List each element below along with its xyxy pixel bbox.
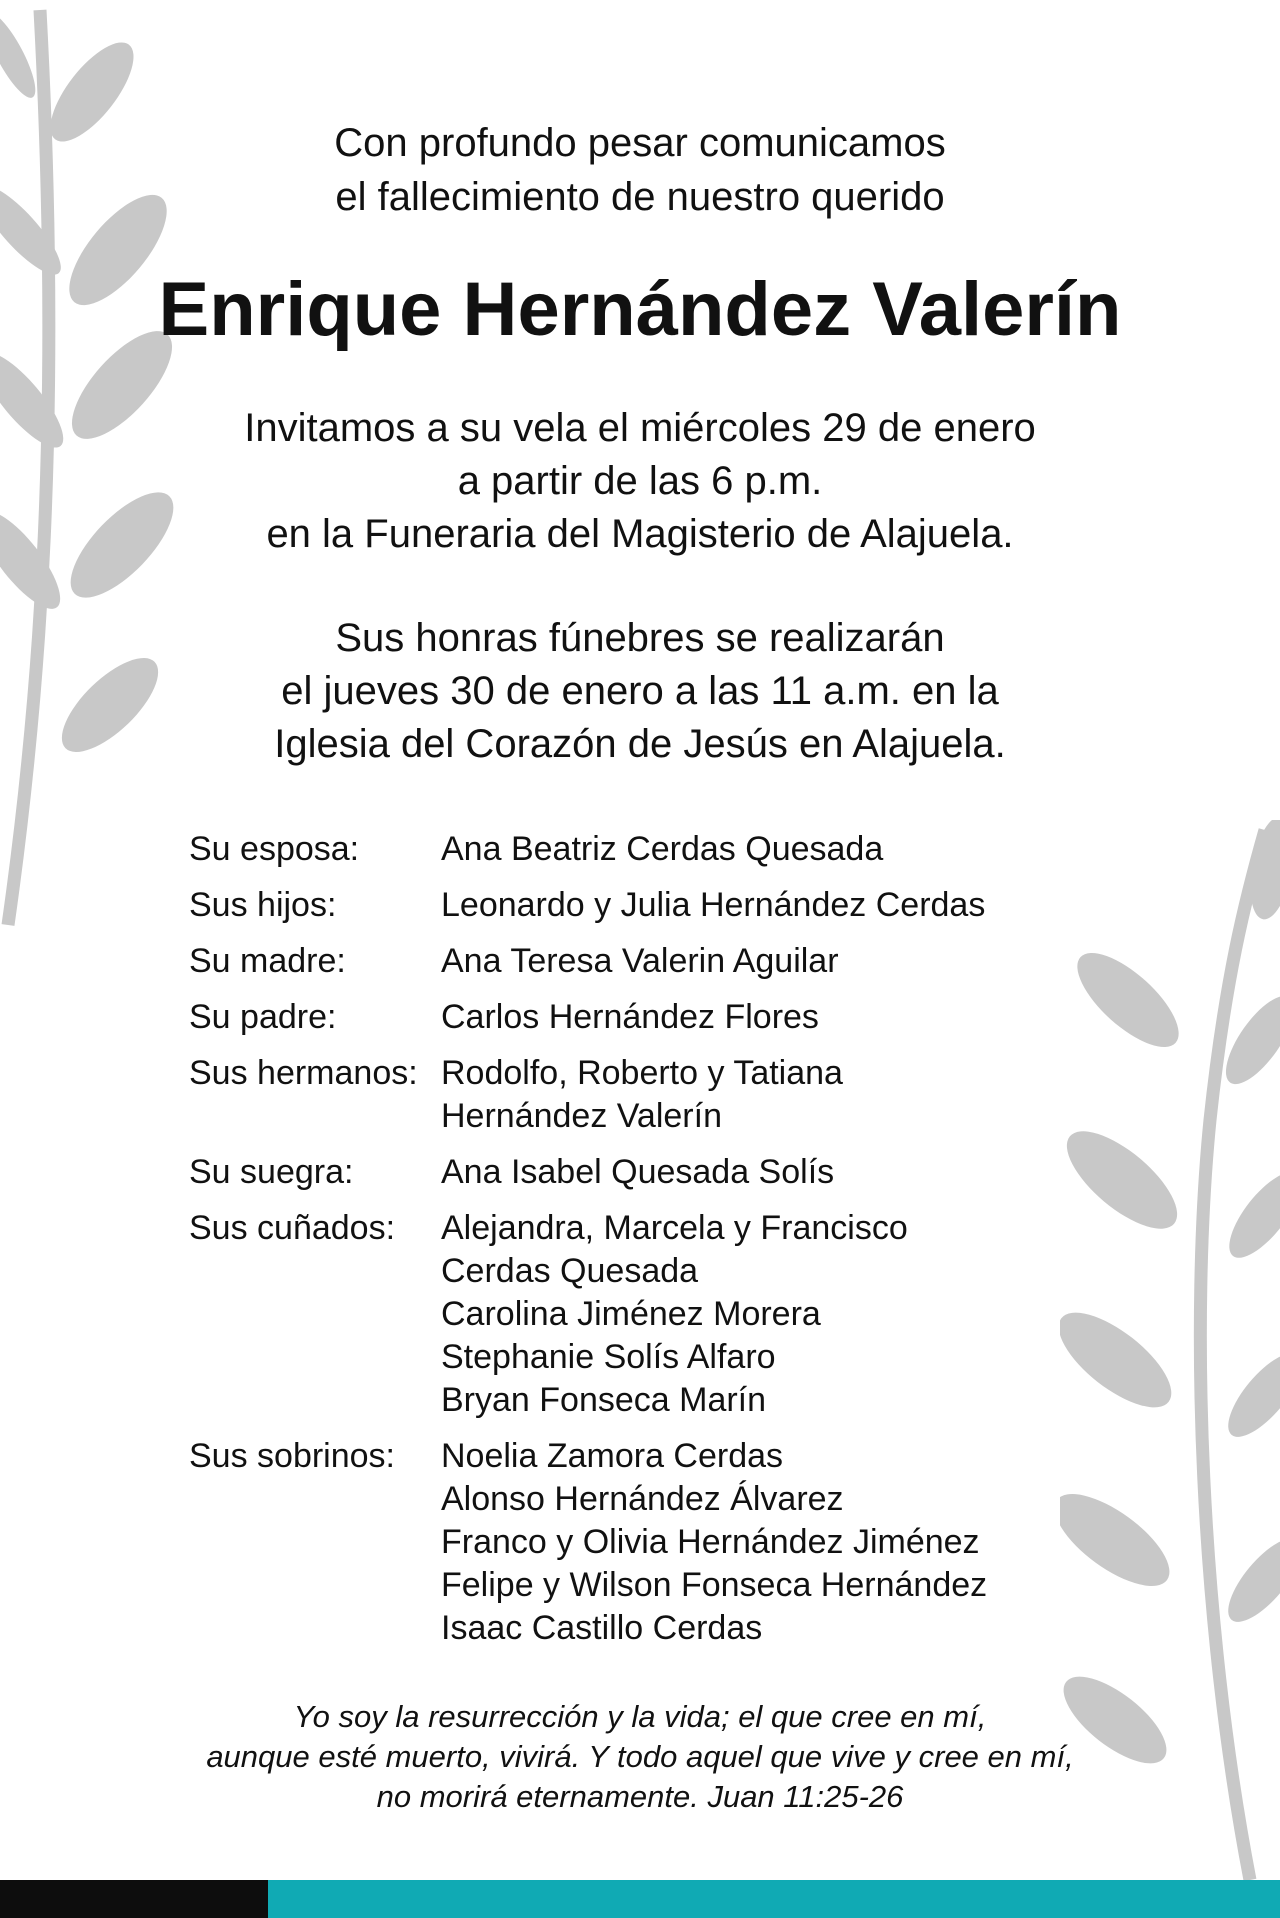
family-member-name: Franco y Olivia Hernández Jiménez — [441, 1523, 980, 1561]
family-names — [441, 1052, 1089, 1138]
family-row — [189, 1151, 1089, 1194]
family-relation: Sus cuñados: — [189, 1209, 396, 1247]
funeral-details — [0, 612, 1280, 771]
family-member-name: Leonardo y Julia Hernández Cerdas — [441, 886, 986, 924]
footer-bar-black — [0, 1880, 268, 1918]
family-member-name: Bryan Fonseca Marín — [441, 1381, 767, 1419]
family-names — [441, 1435, 1089, 1650]
family-member-name: Rodolfo, Roberto y Tatiana — [441, 1054, 843, 1092]
family-names — [441, 828, 1089, 871]
family-names — [441, 940, 1089, 983]
wake-details — [0, 402, 1280, 561]
family-member-name: Carolina Jiménez Morera — [441, 1295, 821, 1333]
family-relation: Sus sobrinos: — [189, 1437, 395, 1475]
family-row — [189, 1207, 1089, 1422]
family-member-name: Alonso Hernández Álvarez — [441, 1480, 844, 1518]
family-relation: Su madre: — [189, 942, 346, 980]
funeral-line: Iglesia del Corazón de Jesús en Alajuela. — [274, 722, 1006, 766]
deceased-name: Enrique Hernández Valerín — [158, 267, 1122, 352]
family-relation: Sus hijos: — [189, 886, 337, 924]
footer-bar-teal — [268, 1880, 1280, 1918]
quote-line: aunque esté muerto, vivirá. Y todo aquel que vive y cree en mí, — [206, 1739, 1074, 1774]
family-names — [441, 1151, 1089, 1194]
family-member-name: Hernández Valerín — [441, 1097, 722, 1135]
family-names — [441, 996, 1089, 1039]
family-relation: Su suegra: — [189, 1153, 354, 1191]
family-row — [189, 996, 1089, 1039]
family-member-name: Isaac Castillo Cerdas — [441, 1609, 763, 1647]
funeral-line: el jueves 30 de enero a las 11 a.m. en la — [281, 669, 999, 713]
quote-line: no morirá eternamente. Juan 11:25-26 — [376, 1779, 904, 1814]
family-member-name: Carlos Hernández Flores — [441, 998, 819, 1036]
family-row — [189, 1052, 1089, 1138]
family-member-name: Stephanie Solís Alfaro — [441, 1338, 776, 1376]
family-names — [441, 884, 1089, 927]
family-member-name: Felipe y Wilson Fonseca Hernández — [441, 1566, 988, 1604]
family-member-name: Ana Teresa Valerin Aguilar — [441, 942, 839, 980]
funeral-line: Sus honras fúnebres se realizarán — [335, 616, 945, 660]
family-row — [189, 1435, 1089, 1650]
family-member-name: Ana Isabel Quesada Solís — [441, 1153, 835, 1191]
family-list — [189, 828, 1089, 1663]
bible-quote — [0, 1697, 1280, 1817]
wake-line: Invitamos a su vela el miércoles 29 de enero — [244, 406, 1036, 450]
family-relation: Su esposa: — [189, 830, 360, 868]
family-member-name: Cerdas Quesada — [441, 1252, 699, 1290]
family-member-name: Noelia Zamora Cerdas — [441, 1437, 784, 1475]
intro-line: el fallecimiento de nuestro querido — [335, 175, 945, 219]
family-names — [441, 1207, 1089, 1422]
family-row — [189, 828, 1089, 871]
family-member-name: Ana Beatriz Cerdas Quesada — [441, 830, 884, 868]
family-member-name: Alejandra, Marcela y Francisco — [441, 1209, 908, 1247]
quote-line: Yo soy la resurrección y la vida; el que cree en mí, — [293, 1699, 987, 1734]
family-relation: Sus hermanos: — [189, 1054, 418, 1092]
intro-text — [0, 116, 1280, 224]
wake-line: en la Funeraria del Magisterio de Alajuela. — [266, 512, 1014, 556]
family-row — [189, 884, 1089, 927]
family-row — [189, 940, 1089, 983]
wake-line: a partir de las 6 p.m. — [457, 459, 823, 503]
intro-line: Con profundo pesar comunicamos — [334, 121, 946, 165]
family-relation: Su padre: — [189, 998, 337, 1036]
